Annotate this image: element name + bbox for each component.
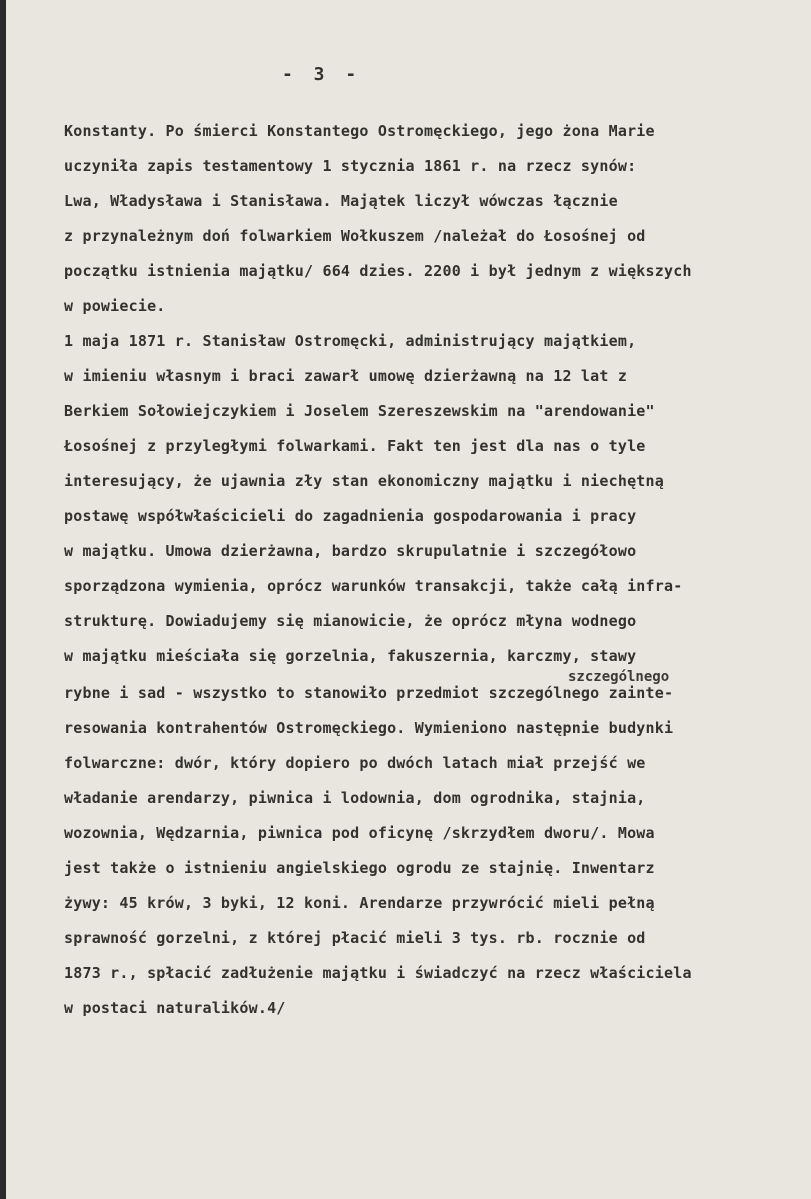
- text-line: z przynależnym doń folwarkiem Wołkuszem /należał do Łosośnej od: [64, 227, 646, 245]
- text-line: w majątku. Umowa dzierżawna, bardzo skrupulatnie i szczegółowo: [64, 542, 637, 560]
- text-line: sprawność gorzelni, z której płacić mieli 3 tys. rb. rocznie od: [64, 929, 646, 947]
- handwritten-insertion: szczególnego: [568, 669, 670, 685]
- text-line: postawę współwłaścicieli do zagadnienia gospodarowania i pracy: [64, 507, 637, 525]
- text-line: 1873 r., spłacić zadłużenie majątku i świadczyć na rzecz właściciela: [64, 964, 692, 982]
- text-line: Łosośnej z przyległymi folwarkami. Fakt ten jest dla nas o tyle: [64, 437, 646, 455]
- text-line: początku istnienia majątku/ 664 dzies. 2200 i był jednym z większych: [64, 262, 692, 280]
- text-line: żywy: 45 krów, 3 byki, 12 koni. Arendarze przywrócić mieli pełną: [64, 894, 655, 912]
- text-line: rybne i sad - wszystko to stanowiło przedmiot szczególnego zainte-: [64, 684, 674, 702]
- text-line: folwarczne: dwór, który dopiero po dwóch latach miał przejść we: [64, 754, 646, 772]
- text-line: w imieniu własnym i braci zawarł umowę dzierżawną na 12 lat z: [64, 367, 628, 385]
- text-line: jest także o istnieniu angielskiego ogrodu ze stajnię. Inwentarz: [64, 859, 655, 877]
- text-line: władanie arendarzy, piwnica i lodownia, dom ogrodnika, stajnia,: [64, 789, 646, 807]
- text-line: sporządzona wymienia, oprócz warunków transakcji, także całą infra-: [64, 577, 683, 595]
- page-number: - 3 -: [282, 64, 362, 85]
- scan-edge: [0, 0, 6, 1199]
- text-line: wozownia, Wędzarnia, piwnica pod oficynę /skrzydłem dworu/. Mowa: [64, 824, 655, 842]
- text-line: w majątku mieściała się gorzelnia, fakuszernia, karczmy, stawy: [64, 647, 637, 665]
- text-line: Berkiem Sołowiejczykiem i Joselem Szereszewskim na "arendowanie": [64, 402, 655, 420]
- text-line: w powiecie.: [64, 297, 166, 315]
- text-line: 1 maja 1871 r. Stanisław Ostromęcki, administrujący majątkiem,: [64, 332, 637, 350]
- text-line: resowania kontrahentów Ostromęckiego. Wymieniono następnie budynki: [64, 719, 674, 737]
- text-line: Konstanty. Po śmierci Konstantego Ostromęckiego, jego żona Marie: [64, 122, 655, 140]
- text-line: w postaci naturalików.4/: [64, 999, 286, 1017]
- text-line: interesujący, że ujawnia zły stan ekonomiczny majątku i niechętną: [64, 472, 664, 490]
- text-line: Lwa, Władysława i Stanisława. Majątek liczył wówczas łącznie: [64, 192, 618, 210]
- text-line: strukturę. Dowiadujemy się mianowicie, że oprócz młyna wodnego: [64, 612, 637, 630]
- text-line: uczyniła zapis testamentowy 1 stycznia 1861 r. na rzecz synów:: [64, 157, 637, 175]
